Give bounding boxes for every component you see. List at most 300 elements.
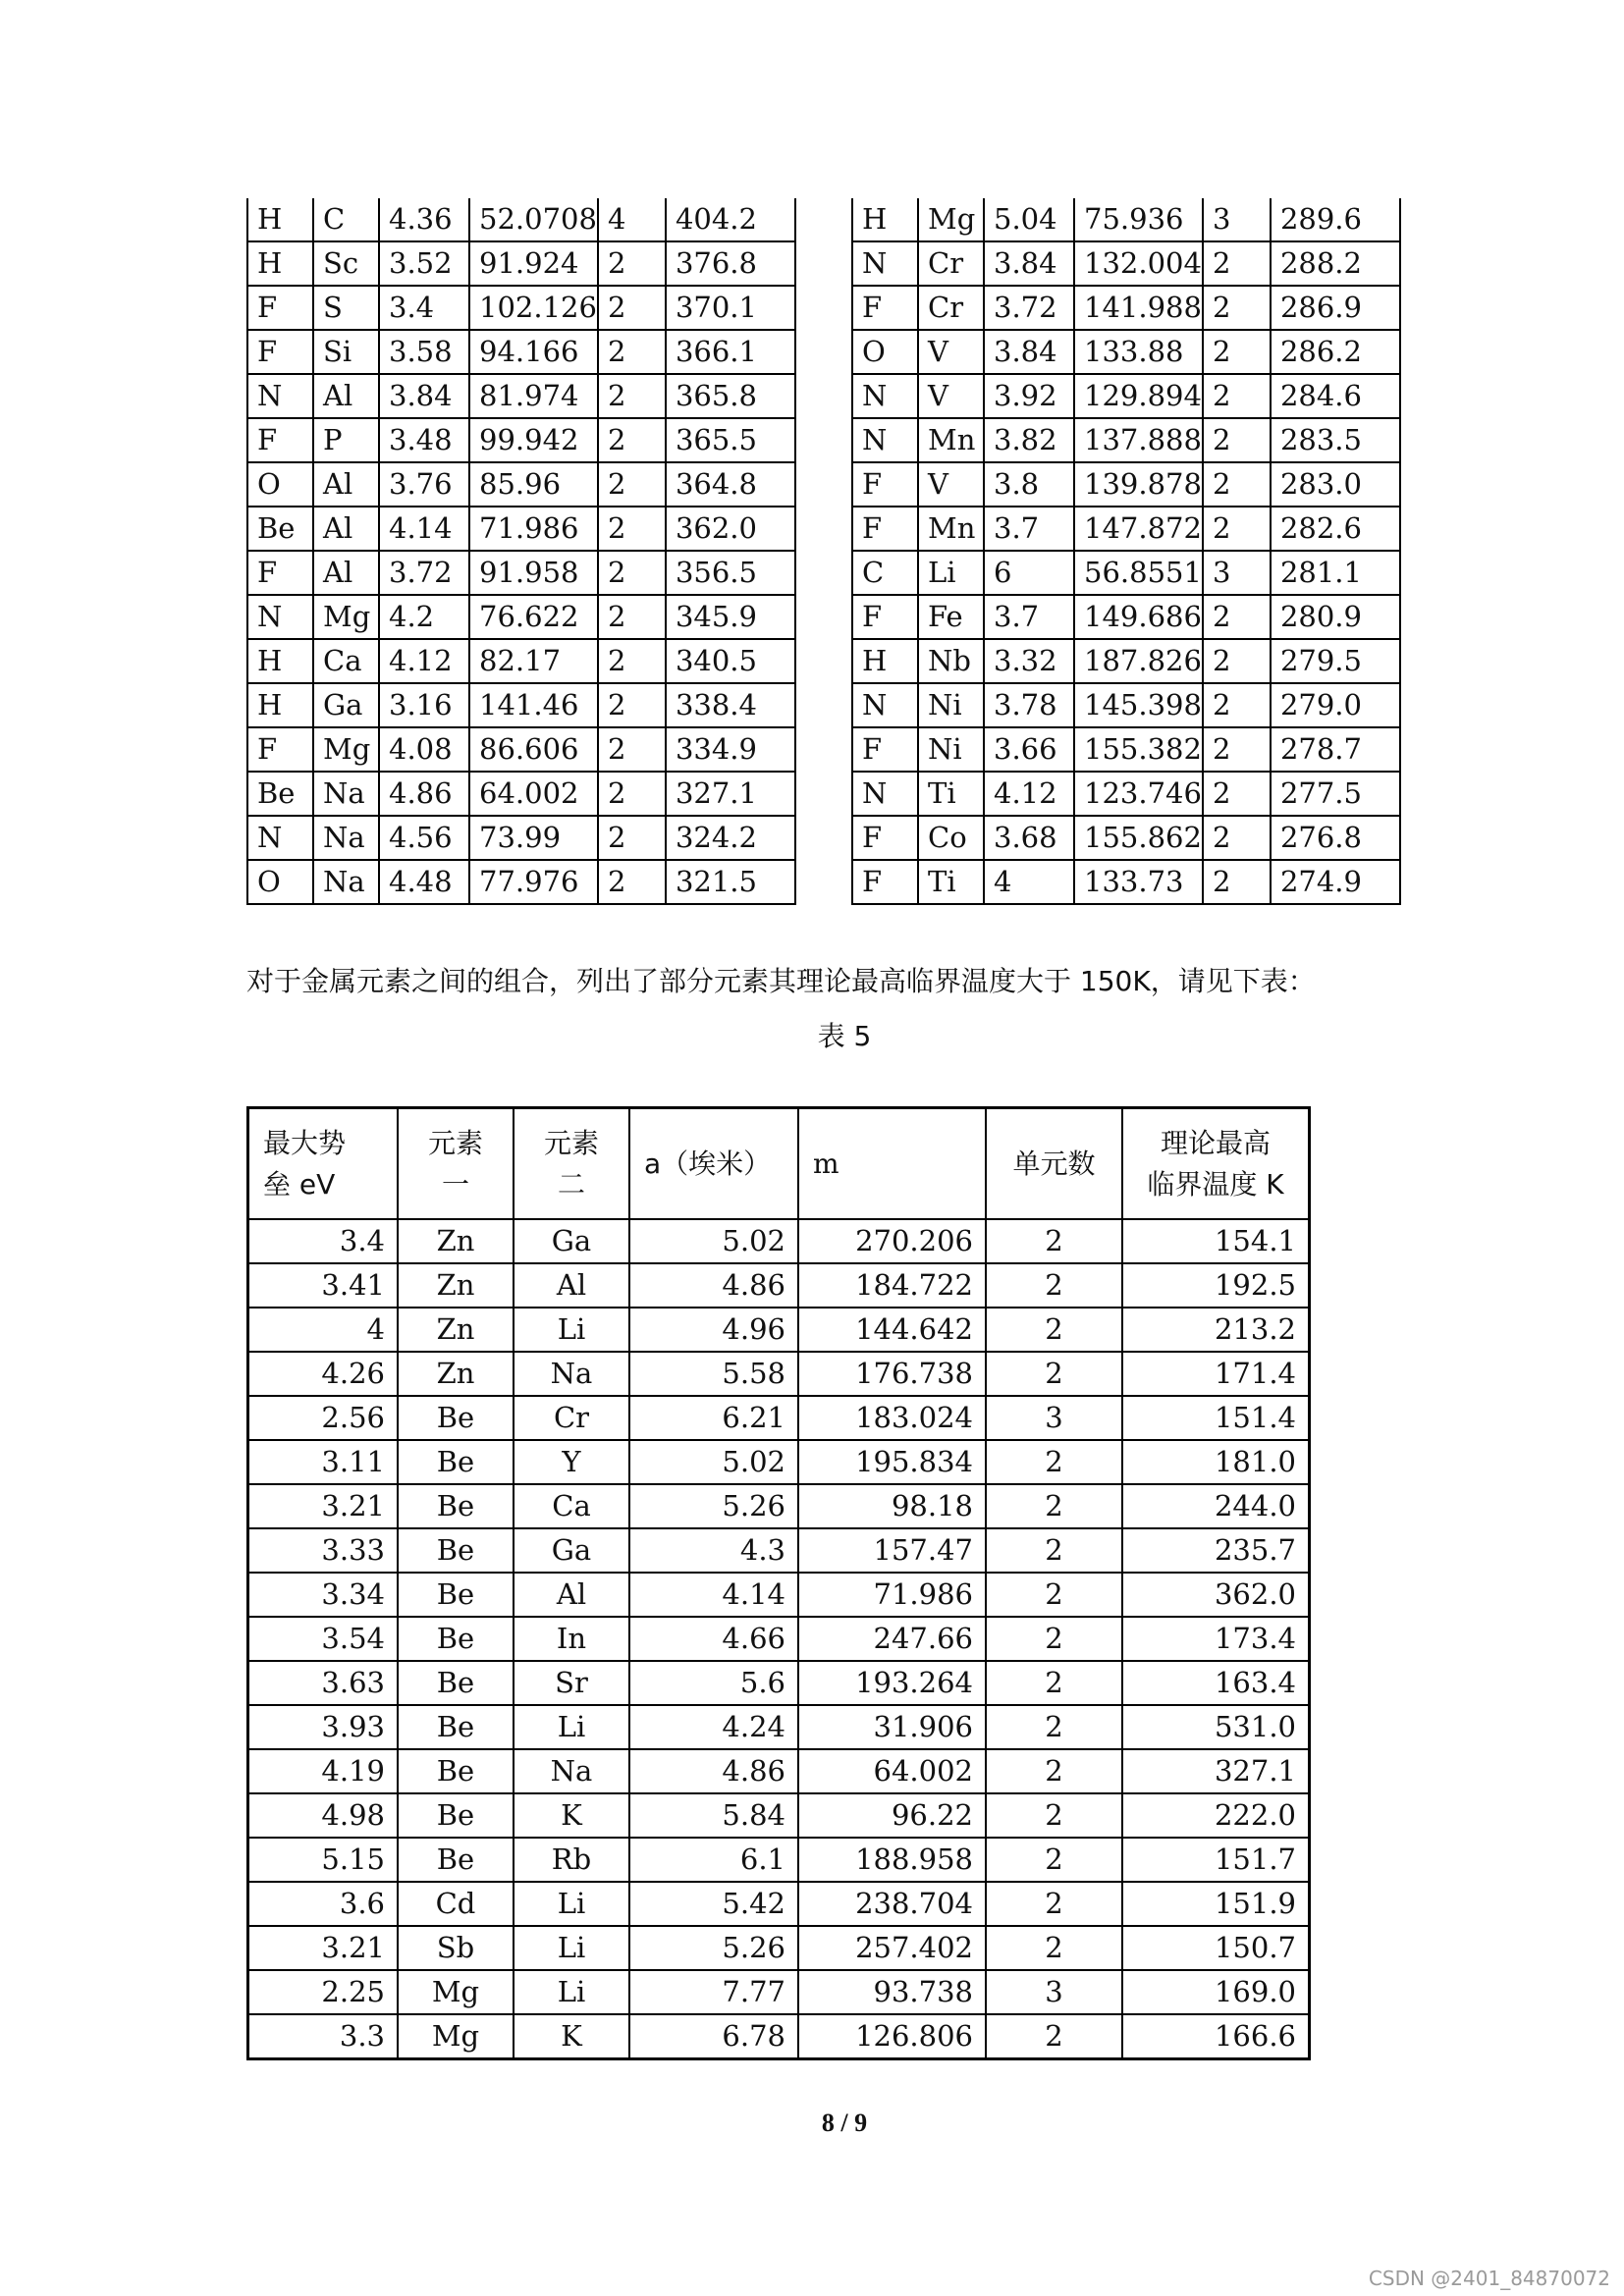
table-row [248, 1440, 1310, 1484]
table-cell: 3.16 [379, 683, 469, 727]
table-cell: 56.8551 [1074, 551, 1203, 595]
table-cell: 132.004 [1074, 241, 1203, 286]
table-cell: 531.0 [1122, 1705, 1310, 1749]
table-cell: 2 [986, 1617, 1122, 1661]
table-cell: 7.77 [629, 1970, 798, 2014]
table-cell: 155.382 [1074, 727, 1203, 772]
table-cell: 3.84 [984, 241, 1074, 286]
table-cell: O [852, 330, 918, 374]
table-cell: 2 [598, 374, 666, 418]
table-cell: 157.47 [798, 1528, 986, 1573]
table-cell: 2 [986, 1705, 1122, 1749]
table-cell: 3.84 [984, 330, 1074, 374]
table-cell: Cr [918, 286, 984, 330]
table-cell: F [852, 727, 918, 772]
table-cell: 2 [598, 286, 666, 330]
table-cell: 3.7 [984, 595, 1074, 639]
table-cell: P [313, 418, 379, 462]
table-cell: 2 [598, 595, 666, 639]
table-row [247, 772, 795, 816]
table-cell: 71.986 [798, 1573, 986, 1617]
table-row [247, 330, 795, 374]
table-cell: H [247, 683, 313, 727]
table-cell: 5.04 [984, 198, 1074, 241]
table-cell: C [313, 198, 379, 241]
table-cell: 3.8 [984, 462, 1074, 507]
table-cell: Be [398, 1749, 514, 1793]
table-cell: Co [918, 816, 984, 860]
table-cell: 3.72 [984, 286, 1074, 330]
table-cell: Zn [398, 1219, 514, 1263]
table-cell: 2 [1203, 772, 1271, 816]
table-cell: Mn [918, 507, 984, 551]
table-cell: 2 [1203, 595, 1271, 639]
table-cell: 257.402 [798, 1926, 986, 1970]
table-cell: 2 [1203, 727, 1271, 772]
watermark: CSDN @2401_84870072 [1368, 2267, 1610, 2290]
table-row [247, 286, 795, 330]
table-cell: Na [313, 772, 379, 816]
table-cell: 345.9 [666, 595, 795, 639]
table-cell: 247.66 [798, 1617, 986, 1661]
table-cell: Ni [918, 727, 984, 772]
table-cell: 2 [1203, 330, 1271, 374]
table-cell: 2 [986, 1484, 1122, 1528]
table-cell: K [514, 1793, 629, 1838]
table-row [247, 198, 795, 241]
table-row [852, 330, 1400, 374]
table-cell: 222.0 [1122, 1793, 1310, 1838]
table-cell: 278.7 [1271, 727, 1400, 772]
header-lattice-a: a（埃米） [629, 1108, 798, 1219]
table-cell: 129.894 [1074, 374, 1203, 418]
table-cell: 144.642 [798, 1308, 986, 1352]
table-cell: 284.6 [1271, 374, 1400, 418]
table-cell: Mg [918, 198, 984, 241]
table-cell: 4.3 [629, 1528, 798, 1573]
table-cell: 283.5 [1271, 418, 1400, 462]
header-mass-m: m [798, 1108, 986, 1219]
table-cell: 3.4 [248, 1219, 399, 1263]
table-cell: 71.986 [469, 507, 598, 551]
table-cell: 2 [986, 1793, 1122, 1838]
table-cell: 141.46 [469, 683, 598, 727]
table-cell: 3 [986, 1396, 1122, 1440]
table-cell: 5.02 [629, 1219, 798, 1263]
table-cell: 5.15 [248, 1838, 399, 1882]
table-cell: 188.958 [798, 1838, 986, 1882]
table-cell: 2 [598, 683, 666, 727]
table-cell: 64.002 [798, 1749, 986, 1793]
table-cell: 4.08 [379, 727, 469, 772]
table-cell: 5.26 [629, 1926, 798, 1970]
table-cell: 86.606 [469, 727, 598, 772]
table-row [852, 727, 1400, 772]
table-cell: 338.4 [666, 683, 795, 727]
table-cell: Be [398, 1528, 514, 1573]
table-cell: 133.88 [1074, 330, 1203, 374]
table-cell: 139.878 [1074, 462, 1203, 507]
table-row [247, 374, 795, 418]
table-cell: 2 [598, 860, 666, 904]
table-cell: Be [398, 1661, 514, 1705]
table-cell: 6.21 [629, 1396, 798, 1440]
table-cell: Be [398, 1484, 514, 1528]
table-cell: F [852, 286, 918, 330]
table-cell: 151.7 [1122, 1838, 1310, 1882]
table-cell: 169.0 [1122, 1970, 1310, 2014]
table-cell: 3.3 [248, 2014, 399, 2059]
table-row [247, 727, 795, 772]
table-cell: 151.9 [1122, 1882, 1310, 1926]
table-cell: 235.7 [1122, 1528, 1310, 1573]
table-cell: 173.4 [1122, 1617, 1310, 1661]
table-cell: 324.2 [666, 816, 795, 860]
table-cell: 94.166 [469, 330, 598, 374]
continued-table-left [246, 198, 796, 905]
table-cell: 52.0708 [469, 198, 598, 241]
table-cell: 5.58 [629, 1352, 798, 1396]
table-cell: 4.2 [379, 595, 469, 639]
header-element-two: 元素 二 [514, 1108, 629, 1219]
table-cell: Ca [313, 639, 379, 683]
table-cell: 2 [1203, 860, 1271, 904]
table-cell: 3.4 [379, 286, 469, 330]
table-cell: Be [398, 1396, 514, 1440]
table-cell: 288.2 [1271, 241, 1400, 286]
table-cell: H [247, 198, 313, 241]
table-row [852, 639, 1400, 683]
table-cell: 149.686 [1074, 595, 1203, 639]
table-cell: 4.86 [379, 772, 469, 816]
table-cell: 5.02 [629, 1440, 798, 1484]
table-cell: 4.26 [248, 1352, 399, 1396]
table-cell: 2 [986, 1926, 1122, 1970]
table-cell: N [852, 241, 918, 286]
table-row [852, 816, 1400, 860]
table-row [248, 1219, 1310, 1263]
table-cell: N [852, 683, 918, 727]
table-cell: 366.1 [666, 330, 795, 374]
table-cell: F [852, 816, 918, 860]
table-cell: Ga [514, 1528, 629, 1573]
table-row [247, 639, 795, 683]
table-cell: 321.5 [666, 860, 795, 904]
table-row [852, 595, 1400, 639]
table-cell: 6 [984, 551, 1074, 595]
table-cell: 3.54 [248, 1617, 399, 1661]
table-row [852, 374, 1400, 418]
table-cell: 3.82 [984, 418, 1074, 462]
table-cell: 2 [1203, 286, 1271, 330]
table-cell: 126.806 [798, 2014, 986, 2059]
table-cell: Be [247, 772, 313, 816]
table-cell: 2 [1203, 462, 1271, 507]
table-cell: V [918, 330, 984, 374]
table-row [247, 462, 795, 507]
table-cell: 2 [986, 2014, 1122, 2059]
table-cell: 2 [598, 816, 666, 860]
table-cell: Al [313, 507, 379, 551]
table-cell: Na [514, 1749, 629, 1793]
table-cell: Li [918, 551, 984, 595]
table-cell: 340.5 [666, 639, 795, 683]
table-cell: 2 [986, 1440, 1122, 1484]
table-cell: F [247, 330, 313, 374]
table-row [247, 551, 795, 595]
table-cell: 3 [986, 1970, 1122, 2014]
table-cell: Ga [313, 683, 379, 727]
table-cell: 238.704 [798, 1882, 986, 1926]
table-cell: 3.68 [984, 816, 1074, 860]
table-cell: 176.738 [798, 1352, 986, 1396]
table-cell: 137.888 [1074, 418, 1203, 462]
table-cell: 2 [986, 1308, 1122, 1352]
table-cell: 81.974 [469, 374, 598, 418]
table-row [852, 772, 1400, 816]
table-cell: 4.48 [379, 860, 469, 904]
table-cell: 4.14 [379, 507, 469, 551]
table-row [852, 551, 1400, 595]
table-cell: Be [398, 1573, 514, 1617]
table-cell: H [247, 241, 313, 286]
table-cell: 91.924 [469, 241, 598, 286]
table-cell: 150.7 [1122, 1926, 1310, 1970]
continued-table-right [851, 198, 1401, 905]
table-cell: 155.862 [1074, 816, 1203, 860]
table-cell: Mg [398, 2014, 514, 2059]
table-cell: 404.2 [666, 198, 795, 241]
table-row [248, 1352, 1310, 1396]
table-cell: 4 [598, 198, 666, 241]
table-cell: 3.52 [379, 241, 469, 286]
table-cell: 2 [986, 1528, 1122, 1573]
table-cell: 4.12 [984, 772, 1074, 816]
table-cell: 365.8 [666, 374, 795, 418]
table-row [248, 2014, 1310, 2059]
header-unit-count: 单元数 [986, 1108, 1122, 1219]
table-cell: Sr [514, 1661, 629, 1705]
table-cell: 3.93 [248, 1705, 399, 1749]
table-row [248, 1661, 1310, 1705]
table-cell: 4 [984, 860, 1074, 904]
table-cell: 2 [1203, 683, 1271, 727]
table-cell: Be [398, 1440, 514, 1484]
table-cell: Zn [398, 1308, 514, 1352]
table-row [247, 595, 795, 639]
table-cell: F [852, 462, 918, 507]
table-cell: 2 [1203, 507, 1271, 551]
table-cell: Ga [514, 1219, 629, 1263]
table-cell: 184.722 [798, 1263, 986, 1308]
table-row [247, 241, 795, 286]
table-cell: 279.0 [1271, 683, 1400, 727]
table-cell: 154.1 [1122, 1219, 1310, 1263]
table-cell: Be [247, 507, 313, 551]
table-cell: F [852, 860, 918, 904]
table-cell: 102.126 [469, 286, 598, 330]
table-cell: 2 [986, 1749, 1122, 1793]
table-cell: 4.24 [629, 1705, 798, 1749]
table-cell: Mg [398, 1970, 514, 2014]
table-cell: Rb [514, 1838, 629, 1882]
table-cell: In [514, 1617, 629, 1661]
table-cell: F [247, 727, 313, 772]
table-cell: 327.1 [666, 772, 795, 816]
table-cell: 181.0 [1122, 1440, 1310, 1484]
table-cell: 276.8 [1271, 816, 1400, 860]
table-cell: 280.9 [1271, 595, 1400, 639]
table-cell: 123.746 [1074, 772, 1203, 816]
table-cell: 2.25 [248, 1970, 399, 2014]
table-cell: Nb [918, 639, 984, 683]
table-cell: 289.6 [1271, 198, 1400, 241]
table-cell: Ti [918, 860, 984, 904]
table-cell: 4.86 [629, 1263, 798, 1308]
table-cell: 365.5 [666, 418, 795, 462]
table-cell: 3 [1203, 198, 1271, 241]
table-cell: 2 [598, 462, 666, 507]
header-element-one: 元素 一 [398, 1108, 514, 1219]
table-cell: 2 [986, 1219, 1122, 1263]
table-caption: 表 5 [817, 1020, 872, 1052]
header-max-barrier: 最大势 垒 eV [248, 1108, 399, 1219]
table-row [248, 1573, 1310, 1617]
table-cell: 3.66 [984, 727, 1074, 772]
table-cell: 362.0 [1122, 1573, 1310, 1617]
table-cell: 3.7 [984, 507, 1074, 551]
table-cell: 5.26 [629, 1484, 798, 1528]
table-cell: 2 [986, 1838, 1122, 1882]
table-cell: 4.14 [629, 1573, 798, 1617]
table-cell: Be [398, 1793, 514, 1838]
table-cell: N [852, 418, 918, 462]
table-cell: 31.906 [798, 1705, 986, 1749]
table-cell: 2 [598, 330, 666, 374]
table-cell: Li [514, 1705, 629, 1749]
table-cell: 5.6 [629, 1661, 798, 1705]
table-cell: Mn [918, 418, 984, 462]
table-cell: Si [313, 330, 379, 374]
table-cell: 3.34 [248, 1573, 399, 1617]
table-cell: 2 [598, 727, 666, 772]
table-cell: 93.738 [798, 1970, 986, 2014]
table-row [852, 507, 1400, 551]
table-cell: Ti [918, 772, 984, 816]
table-cell: 213.2 [1122, 1308, 1310, 1352]
table-cell: V [918, 374, 984, 418]
table-cell: S [313, 286, 379, 330]
table-cell: 2 [986, 1263, 1122, 1308]
table-cell: 2 [598, 551, 666, 595]
table-cell: 147.872 [1074, 507, 1203, 551]
table-row [248, 1528, 1310, 1573]
table-cell: Y [514, 1440, 629, 1484]
table-cell: 270.206 [798, 1219, 986, 1263]
table-cell: 282.6 [1271, 507, 1400, 551]
table-cell: Na [313, 860, 379, 904]
table-cell: 187.826 [1074, 639, 1203, 683]
table-cell: Na [313, 816, 379, 860]
table-row [852, 241, 1400, 286]
table-cell: Li [514, 1308, 629, 1352]
table-cell: Li [514, 1926, 629, 1970]
table-cell: C [852, 551, 918, 595]
header-critical-temp: 理论最高 临界温度 K [1122, 1108, 1310, 1219]
table-cell: 2 [598, 507, 666, 551]
table-cell: 244.0 [1122, 1484, 1310, 1528]
table-cell: 283.0 [1271, 462, 1400, 507]
table-cell: Cr [514, 1396, 629, 1440]
table-cell: 4.56 [379, 816, 469, 860]
table-cell: 376.8 [666, 241, 795, 286]
table-cell: 193.264 [798, 1661, 986, 1705]
table-cell: 4.36 [379, 198, 469, 241]
table-cell: 3.21 [248, 1926, 399, 1970]
table-cell: Mg [313, 595, 379, 639]
table-row [248, 1749, 1310, 1793]
table-cell: Sb [398, 1926, 514, 1970]
table-cell: Cr [918, 241, 984, 286]
table-cell: 4.96 [629, 1308, 798, 1352]
table-cell: 334.9 [666, 727, 795, 772]
table-cell: 2 [1203, 816, 1271, 860]
table-cell: 141.988 [1074, 286, 1203, 330]
table-cell: 99.942 [469, 418, 598, 462]
table-cell: 356.5 [666, 551, 795, 595]
table-cell: Fe [918, 595, 984, 639]
table-cell: 4.86 [629, 1749, 798, 1793]
table-cell: 279.5 [1271, 639, 1400, 683]
table-row [852, 198, 1400, 241]
table-cell: 274.9 [1271, 860, 1400, 904]
table-cell: 64.002 [469, 772, 598, 816]
table-row [852, 462, 1400, 507]
table-row [248, 1263, 1310, 1308]
table-cell: 2 [1203, 374, 1271, 418]
table-cell: 3.6 [248, 1882, 399, 1926]
table-cell: 6.1 [629, 1838, 798, 1882]
table-cell: Ni [918, 683, 984, 727]
table-cell: Al [313, 462, 379, 507]
table-cell: N [852, 374, 918, 418]
table-cell: 91.958 [469, 551, 598, 595]
table-cell: Cd [398, 1882, 514, 1926]
table-cell: 4.12 [379, 639, 469, 683]
table-cell: 183.024 [798, 1396, 986, 1440]
table-row [248, 1617, 1310, 1661]
table-cell: 3.41 [248, 1263, 399, 1308]
table-cell: 327.1 [1122, 1749, 1310, 1793]
table-5 [246, 1106, 1311, 2060]
table-cell: 286.9 [1271, 286, 1400, 330]
table-cell: V [918, 462, 984, 507]
table-cell: 85.96 [469, 462, 598, 507]
table-cell: H [852, 639, 918, 683]
table-cell: 2 [986, 1882, 1122, 1926]
table-cell: F [247, 418, 313, 462]
table-row [247, 860, 795, 904]
table-cell: 133.73 [1074, 860, 1203, 904]
table-cell: 3.63 [248, 1661, 399, 1705]
table-cell: 2 [1203, 639, 1271, 683]
table-cell: Li [514, 1882, 629, 1926]
table-cell: Al [313, 551, 379, 595]
table-cell: Zn [398, 1352, 514, 1396]
table-cell: 2 [986, 1661, 1122, 1705]
table-row [247, 683, 795, 727]
table-cell: Ca [514, 1484, 629, 1528]
